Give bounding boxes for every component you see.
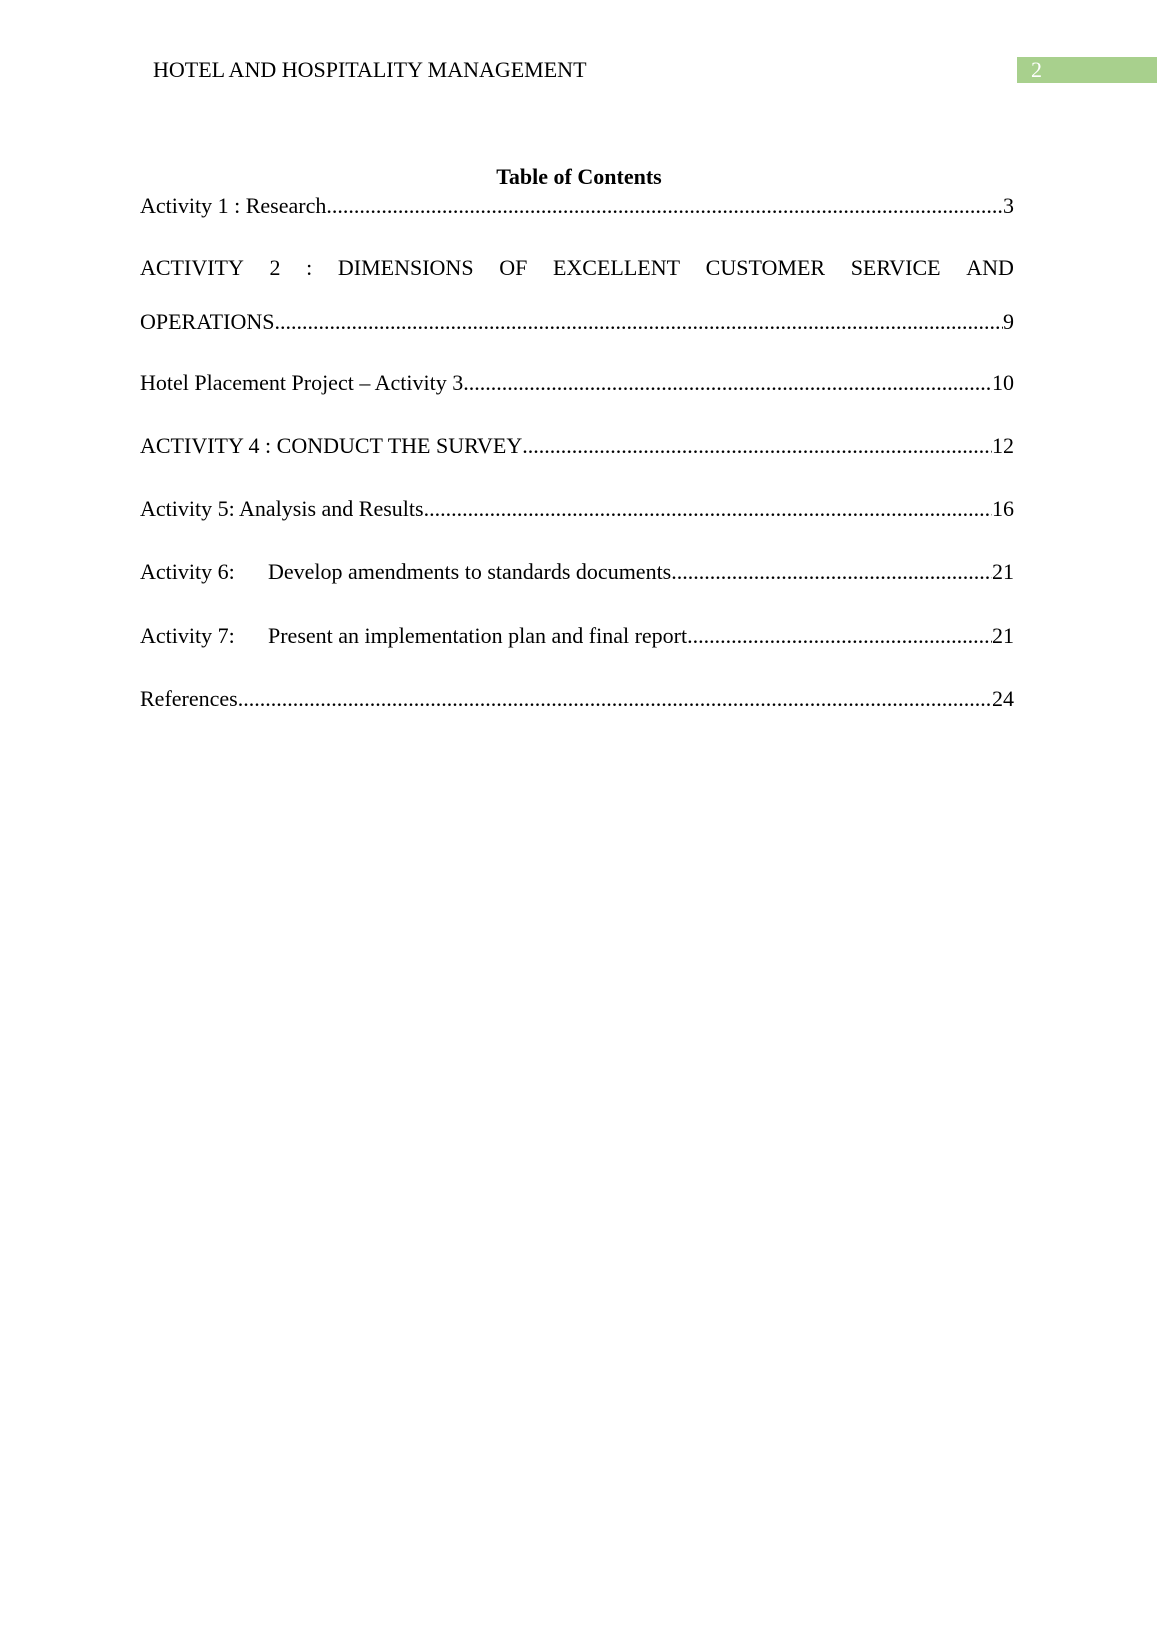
toc-entry-references[interactable] (140, 685, 1014, 713)
toc-word: 2 (269, 255, 281, 280)
toc-entry-page: 10 (992, 370, 1014, 395)
toc-entry-activity-6[interactable] (140, 558, 1014, 586)
toc-entry-label: Activity 5: Analysis and Results (140, 496, 424, 521)
dot-leader (687, 622, 992, 650)
toc-entry-page: 9 (1003, 309, 1014, 334)
toc-entry-label: OPERATIONS (140, 309, 275, 334)
toc-entry-label: References (140, 686, 238, 711)
dot-leader (463, 369, 992, 397)
toc-entry-page: 21 (992, 623, 1014, 648)
toc-entry-label: Develop amendments to standards documents (268, 559, 672, 584)
toc-entry-number: Activity 7: (140, 623, 235, 648)
toc-word: EXCELLENT (552, 255, 681, 280)
toc-entry-activity-2[interactable] (140, 254, 1014, 336)
toc-entry-label: Hotel Placement Project – Activity 3 (140, 370, 464, 395)
toc-entry-label-line-1 (140, 254, 1014, 282)
toc-heading: Table of Contents (496, 164, 662, 189)
toc-entry-label-group (140, 622, 687, 650)
dot-leader (522, 432, 992, 460)
toc-word: OF (499, 255, 528, 280)
toc-word: CUSTOMER (705, 255, 826, 280)
toc-entry-number: Activity 6: (140, 559, 235, 584)
toc-word: DIMENSIONS (337, 255, 474, 280)
toc-entry-page: 3 (1003, 193, 1014, 218)
toc-entry-page: 24 (992, 686, 1014, 711)
toc-word: AND (966, 255, 1014, 280)
toc-word: : (306, 255, 313, 280)
toc-word: ACTIVITY (140, 255, 244, 280)
toc-entry-activity-4[interactable] (140, 432, 1014, 460)
dot-leader (274, 308, 1003, 336)
toc-entry-label: Activity 1 : Research (140, 193, 327, 218)
dot-leader (326, 192, 1003, 220)
toc-entry-activity-3[interactable] (140, 369, 1014, 397)
page-number-badge: 2 (1017, 57, 1157, 83)
toc-entry-activity-1[interactable] (140, 192, 1014, 220)
toc-entry-activity-7[interactable] (140, 622, 1014, 650)
dot-leader (424, 495, 992, 523)
dot-leader (238, 685, 992, 713)
toc-entry-label: ACTIVITY 4 : CONDUCT THE SURVEY (140, 433, 523, 458)
toc-entry-label: Present an implementation plan and final report (268, 623, 688, 648)
toc-entry-page: 16 (992, 496, 1014, 521)
toc-entry-page: 21 (992, 559, 1014, 584)
toc-entry-page: 12 (992, 433, 1014, 458)
running-header: HOTEL AND HOSPITALITY MANAGEMENT (153, 57, 587, 82)
toc-word: SERVICE (850, 255, 941, 280)
toc-entry-label-line-2 (140, 308, 1014, 336)
toc-entry-activity-5[interactable] (140, 495, 1014, 523)
toc-entry-label-group (140, 558, 671, 586)
dot-leader (671, 558, 992, 586)
